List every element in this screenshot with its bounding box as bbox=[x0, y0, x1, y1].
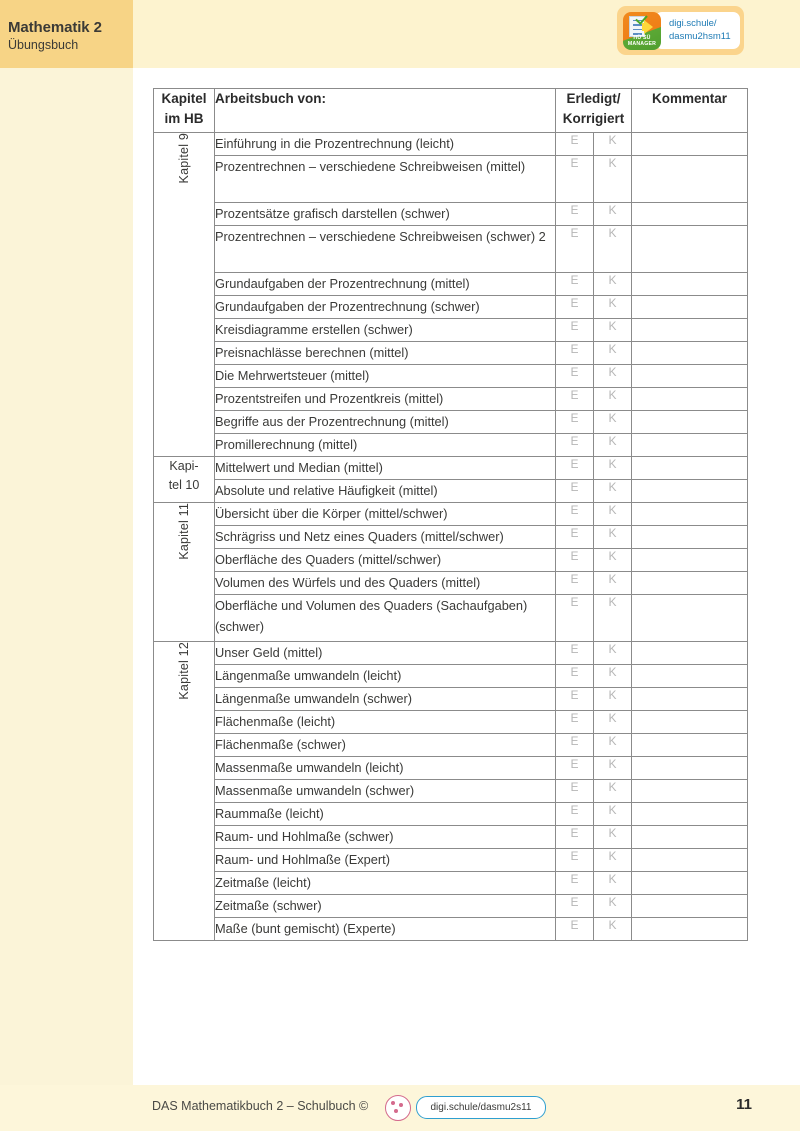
table-row bbox=[154, 388, 748, 411]
table-row bbox=[154, 895, 748, 918]
exercise-title-cell: Zeitmaße (leicht) bbox=[215, 872, 556, 895]
korrigiert-checkbox-cell[interactable]: K bbox=[594, 826, 632, 849]
erledigt-checkbox-cell[interactable]: E bbox=[556, 434, 594, 457]
kommentar-cell[interactable] bbox=[632, 872, 748, 895]
exercise-title-cell: Raum- und Hohlmaße (Expert) bbox=[215, 849, 556, 872]
digi-schule-badge[interactable] bbox=[617, 6, 744, 55]
kommentar-cell[interactable] bbox=[632, 273, 748, 296]
exercise-title-cell: Massenmaße umwandeln (leicht) bbox=[215, 757, 556, 780]
arrow-right-icon bbox=[644, 20, 653, 34]
erledigt-checkbox-cell[interactable]: E bbox=[556, 826, 594, 849]
page-number: 11 bbox=[736, 1096, 752, 1113]
erledigt-checkbox-cell[interactable]: E bbox=[556, 549, 594, 572]
table-row bbox=[154, 226, 748, 273]
table-row bbox=[154, 549, 748, 572]
kommentar-cell[interactable] bbox=[632, 226, 748, 273]
kommentar-cell[interactable] bbox=[632, 549, 748, 572]
table-row bbox=[154, 572, 748, 595]
exercise-title-cell: Flächenmaße (leicht) bbox=[215, 711, 556, 734]
korrigiert-checkbox-cell[interactable]: K bbox=[594, 273, 632, 296]
erledigt-checkbox-cell[interactable]: E bbox=[556, 296, 594, 319]
korrigiert-checkbox-cell[interactable]: K bbox=[594, 757, 632, 780]
hu-su-manager-icon bbox=[623, 12, 661, 50]
erledigt-checkbox-cell[interactable]: E bbox=[556, 273, 594, 296]
erledigt-checkbox-cell[interactable]: E bbox=[556, 665, 594, 688]
exercise-title-cell: Flächenmaße (schwer) bbox=[215, 734, 556, 757]
erledigt-checkbox-cell[interactable]: E bbox=[556, 872, 594, 895]
korrigiert-checkbox-cell[interactable]: K bbox=[594, 780, 632, 803]
table-row bbox=[154, 918, 748, 941]
kommentar-cell[interactable] bbox=[632, 734, 748, 757]
erledigt-checkbox-cell[interactable]: E bbox=[556, 203, 594, 226]
korrigiert-checkbox-cell[interactable]: K bbox=[594, 480, 632, 503]
erledigt-checkbox-cell[interactable]: E bbox=[556, 595, 594, 642]
table-row bbox=[154, 480, 748, 503]
digi-schule-url-line2: dasmu2hsm11 bbox=[669, 30, 731, 42]
kommentar-cell[interactable] bbox=[632, 780, 748, 803]
book-subtitle: Übungsbuch bbox=[8, 37, 79, 52]
kommentar-cell[interactable] bbox=[632, 665, 748, 688]
chapter-label: Kapitel 9 bbox=[176, 133, 191, 184]
kommentar-cell[interactable] bbox=[632, 342, 748, 365]
exercise-title-cell: Kreisdiagramme erstellen (schwer) bbox=[215, 319, 556, 342]
column-header-kapitel-line2: im HB bbox=[164, 110, 204, 126]
exercise-title-cell: Die Mehrwertsteuer (mittel) bbox=[215, 365, 556, 388]
column-header-erledigt-korrigiert bbox=[556, 89, 632, 133]
korrigiert-checkbox-cell[interactable]: K bbox=[594, 319, 632, 342]
erledigt-checkbox-cell[interactable]: E bbox=[556, 503, 594, 526]
exercise-title-cell: Zeitmaße (schwer) bbox=[215, 895, 556, 918]
erledigt-checkbox-cell[interactable]: E bbox=[556, 156, 594, 203]
kommentar-cell[interactable] bbox=[632, 434, 748, 457]
table-row bbox=[154, 133, 748, 156]
erledigt-checkbox-cell[interactable]: E bbox=[556, 780, 594, 803]
kommentar-cell[interactable] bbox=[632, 918, 748, 941]
exercise-title-cell: Prozentsätze grafisch darstellen (schwer) bbox=[215, 203, 556, 226]
erledigt-checkbox-cell[interactable]: E bbox=[556, 526, 594, 549]
exercise-title-cell: Prozentstreifen und Prozentkreis (mittel) bbox=[215, 388, 556, 411]
exercise-title-cell: Absolute und relative Häufigkeit (mittel) bbox=[215, 480, 556, 503]
kommentar-cell[interactable] bbox=[632, 595, 748, 642]
exercise-title-cell: Oberfläche und Volumen des Quaders (Sachaufgaben) (schwer) bbox=[215, 595, 556, 642]
table-header bbox=[154, 89, 748, 133]
chapter-label-cell bbox=[154, 133, 215, 457]
korrigiert-checkbox-cell[interactable]: K bbox=[594, 457, 632, 480]
hu-su-manager-label bbox=[623, 35, 661, 48]
table-row bbox=[154, 595, 748, 642]
kommentar-cell[interactable] bbox=[632, 572, 748, 595]
exercise-title-cell: Prozentrechnen – verschiedene Schreibweisen (schwer) 2 bbox=[215, 226, 556, 273]
erledigt-checkbox-cell[interactable]: E bbox=[556, 757, 594, 780]
korrigiert-checkbox-cell[interactable]: K bbox=[594, 688, 632, 711]
kommentar-cell[interactable] bbox=[632, 688, 748, 711]
table-row bbox=[154, 273, 748, 296]
kommentar-cell[interactable] bbox=[632, 642, 748, 665]
table-row bbox=[154, 711, 748, 734]
korrigiert-checkbox-cell[interactable]: K bbox=[594, 203, 632, 226]
korrigiert-checkbox-cell[interactable]: K bbox=[594, 296, 632, 319]
kommentar-cell[interactable] bbox=[632, 526, 748, 549]
exercise-title-cell: Grundaufgaben der Prozentrechnung (schwer) bbox=[215, 296, 556, 319]
korrigiert-checkbox-cell[interactable]: K bbox=[594, 388, 632, 411]
footer-digi-schule-link[interactable] bbox=[416, 1096, 546, 1119]
exercise-title-cell: Raummaße (leicht) bbox=[215, 803, 556, 826]
table-row bbox=[154, 872, 748, 895]
table-row bbox=[154, 665, 748, 688]
erledigt-checkbox-cell[interactable]: E bbox=[556, 642, 594, 665]
digi-schule-url bbox=[669, 18, 731, 44]
exercise-title-cell: Längenmaße umwandeln (leicht) bbox=[215, 665, 556, 688]
korrigiert-checkbox-cell[interactable]: K bbox=[594, 895, 632, 918]
korrigiert-checkbox-cell[interactable]: K bbox=[594, 342, 632, 365]
korrigiert-checkbox-cell[interactable]: K bbox=[594, 803, 632, 826]
kommentar-cell[interactable] bbox=[632, 503, 748, 526]
erledigt-checkbox-cell[interactable]: E bbox=[556, 895, 594, 918]
kommentar-cell[interactable] bbox=[632, 365, 748, 388]
table-row bbox=[154, 803, 748, 826]
kommentar-cell[interactable] bbox=[632, 757, 748, 780]
hu-su-label-line2: MANAGER bbox=[627, 41, 657, 47]
exercise-title-cell: Übersicht über die Körper (mittel/schwer) bbox=[215, 503, 556, 526]
erledigt-checkbox-cell[interactable]: E bbox=[556, 388, 594, 411]
korrigiert-checkbox-cell[interactable]: K bbox=[594, 665, 632, 688]
table-row bbox=[154, 411, 748, 434]
korrigiert-checkbox-cell[interactable]: K bbox=[594, 711, 632, 734]
erledigt-checkbox-cell[interactable]: E bbox=[556, 572, 594, 595]
publisher-seal-icon bbox=[385, 1095, 411, 1121]
table-row bbox=[154, 319, 748, 342]
exercise-title-cell: Längenmaße umwandeln (schwer) bbox=[215, 688, 556, 711]
exercise-title-cell: Mittelwert und Median (mittel) bbox=[215, 457, 556, 480]
table-row bbox=[154, 156, 748, 203]
kommentar-cell[interactable] bbox=[632, 826, 748, 849]
kommentar-cell[interactable] bbox=[632, 480, 748, 503]
column-header-kapitel bbox=[154, 89, 215, 133]
erledigt-checkbox-cell[interactable]: E bbox=[556, 319, 594, 342]
table-row bbox=[154, 203, 748, 226]
book-title: Mathematik 2 bbox=[8, 19, 102, 36]
chapter-label: Kapi- bbox=[169, 459, 199, 473]
korrigiert-checkbox-cell[interactable]: K bbox=[594, 849, 632, 872]
chapter-label: tel 10 bbox=[168, 477, 200, 492]
erledigt-checkbox-cell[interactable]: E bbox=[556, 849, 594, 872]
exercise-title-cell: Oberfläche des Quaders (mittel/schwer) bbox=[215, 549, 556, 572]
exercise-title-cell: Prozentrechnen – verschiedene Schreibweisen (mittel) bbox=[215, 156, 556, 203]
korrigiert-checkbox-cell[interactable]: K bbox=[594, 734, 632, 757]
korrigiert-checkbox-cell[interactable]: K bbox=[594, 434, 632, 457]
exercise-title-cell: Unser Geld (mittel) bbox=[215, 642, 556, 665]
korrigiert-checkbox-cell[interactable]: K bbox=[594, 595, 632, 642]
page-footer bbox=[0, 1085, 800, 1131]
chapter-label-cell bbox=[154, 503, 215, 642]
korrigiert-checkbox-cell[interactable]: K bbox=[594, 133, 632, 156]
exercise-title-cell: Massenmaße umwandeln (schwer) bbox=[215, 780, 556, 803]
exercise-title-cell: Raum- und Hohlmaße (schwer) bbox=[215, 826, 556, 849]
chapter-label-cell bbox=[154, 642, 215, 941]
exercise-title-cell: Promillerechnung (mittel) bbox=[215, 434, 556, 457]
erledigt-checkbox-cell[interactable]: E bbox=[556, 342, 594, 365]
erledigt-checkbox-cell[interactable]: E bbox=[556, 411, 594, 434]
table-header-row bbox=[154, 89, 748, 133]
kommentar-cell[interactable] bbox=[632, 457, 748, 480]
erledigt-checkbox-cell[interactable]: E bbox=[556, 457, 594, 480]
exercise-title-cell: Maße (bunt gemischt) (Experte) bbox=[215, 918, 556, 941]
hu-su-label-line1: HÜ SÜ bbox=[633, 34, 651, 41]
footer-credit: DAS Mathematikbuch 2 – Schulbuch © bbox=[152, 1099, 369, 1113]
exercise-title-cell: Volumen des Würfels und des Quaders (mittel) bbox=[215, 572, 556, 595]
table-row bbox=[154, 296, 748, 319]
chapter-label: Kapitel 12 bbox=[176, 642, 191, 700]
table-row bbox=[154, 434, 748, 457]
erledigt-checkbox-cell[interactable]: E bbox=[556, 365, 594, 388]
erledigt-checkbox-cell[interactable]: E bbox=[556, 480, 594, 503]
column-header-kommentar: Kommentar bbox=[632, 89, 748, 133]
korrigiert-checkbox-cell[interactable]: K bbox=[594, 365, 632, 388]
table-row bbox=[154, 826, 748, 849]
erledigt-checkbox-cell[interactable]: E bbox=[556, 133, 594, 156]
korrigiert-checkbox-cell[interactable]: K bbox=[594, 549, 632, 572]
table-row bbox=[154, 342, 748, 365]
table-row bbox=[154, 780, 748, 803]
table-row bbox=[154, 688, 748, 711]
table-row bbox=[154, 526, 748, 549]
kommentar-cell[interactable] bbox=[632, 133, 748, 156]
korrigiert-checkbox-cell[interactable]: K bbox=[594, 226, 632, 273]
digi-schule-url-line1: digi.schule/ bbox=[669, 17, 717, 29]
exercise-title-cell: Einführung in die Prozentrechnung (leicht) bbox=[215, 133, 556, 156]
exercise-title-cell: Grundaufgaben der Prozentrechnung (mittel) bbox=[215, 273, 556, 296]
footer-digi-schule-url: digi.schule/dasmu2s11 bbox=[430, 1102, 532, 1113]
table-row bbox=[154, 457, 748, 480]
erledigt-checkbox-cell[interactable]: E bbox=[556, 918, 594, 941]
kommentar-cell[interactable] bbox=[632, 296, 748, 319]
column-header-korrigiert: Korrigiert bbox=[562, 110, 625, 126]
korrigiert-checkbox-cell[interactable]: K bbox=[594, 503, 632, 526]
korrigiert-checkbox-cell[interactable]: K bbox=[594, 918, 632, 941]
checklist-table bbox=[153, 88, 748, 941]
erledigt-checkbox-cell[interactable]: E bbox=[556, 803, 594, 826]
exercise-title-cell: Schrägriss und Netz eines Quaders (mittel/schwer) bbox=[215, 526, 556, 549]
table-row bbox=[154, 642, 748, 665]
kommentar-cell[interactable] bbox=[632, 803, 748, 826]
erledigt-checkbox-cell[interactable]: E bbox=[556, 226, 594, 273]
table-row bbox=[154, 503, 748, 526]
korrigiert-checkbox-cell[interactable]: K bbox=[594, 872, 632, 895]
erledigt-checkbox-cell[interactable]: E bbox=[556, 734, 594, 757]
korrigiert-checkbox-cell[interactable]: K bbox=[594, 411, 632, 434]
kommentar-cell[interactable] bbox=[632, 388, 748, 411]
kommentar-cell[interactable] bbox=[632, 711, 748, 734]
kommentar-cell[interactable] bbox=[632, 203, 748, 226]
table-row bbox=[154, 365, 748, 388]
kommentar-cell[interactable] bbox=[632, 319, 748, 342]
book-title-block bbox=[0, 0, 133, 68]
korrigiert-checkbox-cell[interactable]: K bbox=[594, 526, 632, 549]
korrigiert-checkbox-cell[interactable]: K bbox=[594, 642, 632, 665]
table-body bbox=[154, 133, 748, 941]
table-row bbox=[154, 757, 748, 780]
page-header-band bbox=[0, 0, 800, 68]
table-row bbox=[154, 734, 748, 757]
kommentar-cell[interactable] bbox=[632, 849, 748, 872]
chapter-label: Kapitel 11 bbox=[176, 503, 191, 560]
column-header-kapitel-line1: Kapitel bbox=[161, 91, 207, 106]
erledigt-checkbox-cell[interactable]: E bbox=[556, 688, 594, 711]
korrigiert-checkbox-cell[interactable]: K bbox=[594, 156, 632, 203]
kommentar-cell[interactable] bbox=[632, 895, 748, 918]
exercise-title-cell: Begriffe aus der Prozentrechnung (mittel) bbox=[215, 411, 556, 434]
chapter-label-cell bbox=[154, 457, 215, 503]
erledigt-checkbox-cell[interactable]: E bbox=[556, 711, 594, 734]
column-header-erledigt: Erledigt/ bbox=[566, 91, 621, 106]
exercise-title-cell: Preisnachlässe berechnen (mittel) bbox=[215, 342, 556, 365]
korrigiert-checkbox-cell[interactable]: K bbox=[594, 572, 632, 595]
column-header-arbeitsbuch: Arbeitsbuch von: bbox=[215, 89, 556, 133]
kommentar-cell[interactable] bbox=[632, 411, 748, 434]
kommentar-cell[interactable] bbox=[632, 156, 748, 203]
table-row bbox=[154, 849, 748, 872]
